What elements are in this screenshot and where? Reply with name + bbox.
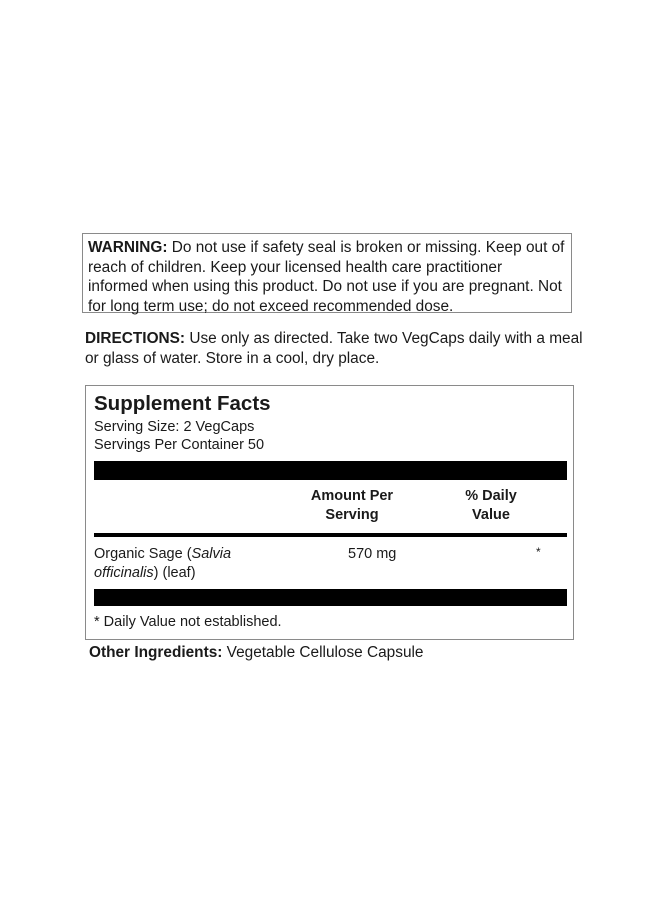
other-ingredients-text: Vegetable Cellulose Capsule: [222, 644, 424, 661]
amount-header-line1: Amount Per: [310, 488, 394, 504]
directions-block: [85, 329, 585, 368]
dv-header-line2: Value: [472, 507, 510, 523]
ingredient-amount: 570 mg: [348, 546, 397, 562]
dv-header-line1: % Daily: [465, 488, 517, 504]
directions-label: DIRECTIONS:: [85, 330, 186, 347]
daily-value-footnote: * Daily Value not established.: [94, 614, 282, 630]
thick-divider-top: [94, 461, 567, 480]
ingredient-daily-value: *: [536, 545, 541, 559]
medium-divider: [94, 533, 567, 537]
serving-size: Serving Size: 2 VegCaps: [94, 419, 255, 435]
thick-divider-bottom: [94, 589, 567, 606]
ingredient-name-prefix: Organic Sage (: [94, 546, 192, 562]
servings-per-container: Servings Per Container 50: [94, 437, 265, 453]
amount-header-line2: Serving: [325, 507, 379, 523]
directions-text: Use only as directed. Take two VegCaps daily with a meal or glass of water. Store in a cool, dry place.: [85, 330, 583, 367]
warning-text: Do not use if safety seal is broken or missing. Keep out of reach of children. Keep your licensed health care practitioner informed when using this product. Do not use if you are pregnant. Not for long term use; do not exceed recommended dose.: [88, 239, 565, 315]
amount-per-serving-header: [296, 487, 408, 525]
supplement-facts-panel: [85, 385, 574, 640]
other-ingredients-label: Other Ingredients:: [89, 644, 223, 661]
ingredient-name: [94, 545, 284, 583]
ingredient-name-suffix: ) (leaf): [153, 565, 196, 581]
other-ingredients: [89, 643, 423, 663]
warning-label: WARNING:: [88, 239, 168, 256]
ingredient-latin-genus: Salvia: [191, 546, 232, 562]
supplement-facts-title: Supplement Facts: [94, 392, 271, 415]
ingredient-latin-species: officinalis: [94, 565, 154, 581]
warning-box: [82, 233, 572, 313]
daily-value-header: [446, 487, 536, 525]
